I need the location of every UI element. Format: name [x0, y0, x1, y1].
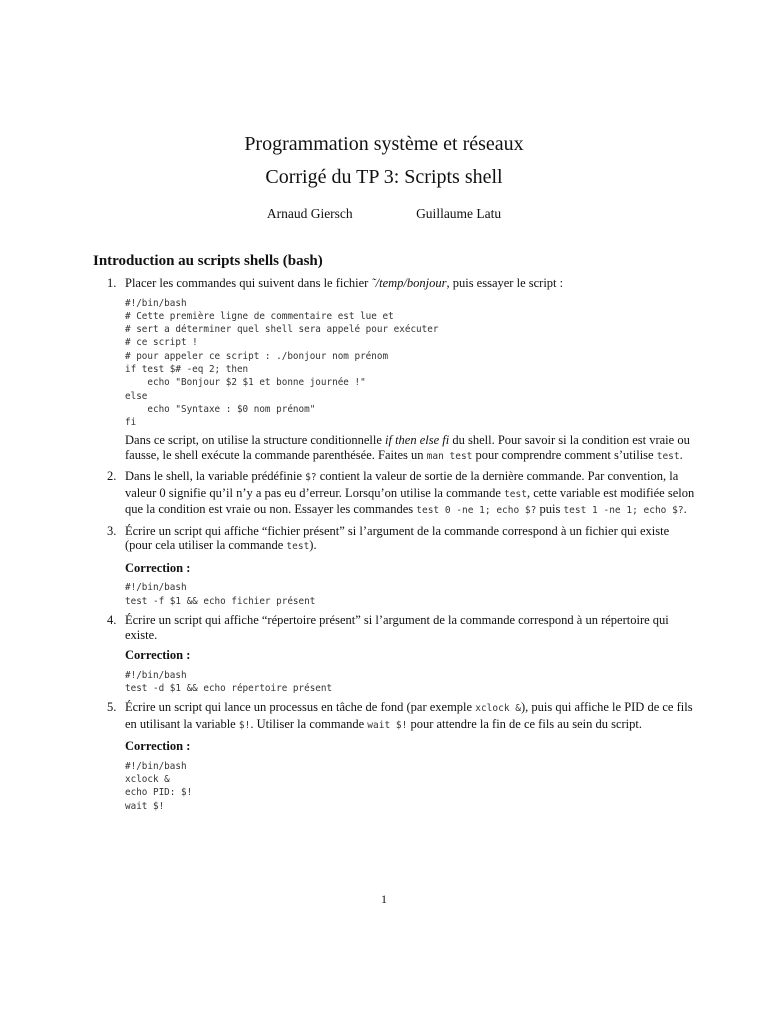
item-text: Écrire un script qui lance un processus en tâche de fond (par exemple xclock &), puis qui affiche le PID de ce fils en utilisant la variable $!. Utiliser la commande wait $! pour attendre la fin de ce fils au sein du script. [125, 700, 693, 731]
author-name: Guillaume Latu [416, 206, 502, 221]
inline-code: wait $! [367, 719, 408, 731]
section-heading: Introduction au scripts shells (bash) [93, 253, 323, 269]
correction-label: Correction : [125, 739, 191, 754]
item-number: 4. [107, 613, 117, 628]
code-block: #!/bin/bash test -f $1 && echo fichier présent [125, 582, 316, 607]
item-number: 3. [107, 523, 117, 538]
file-path: ˜/temp/bonjour [371, 276, 447, 290]
item-text: Écrire un script qui affiche “fichier présent” si l’argument de la commande correspond à un fichier qui existe (pour cela utiliser la commande test). [125, 523, 670, 553]
code-block: #!/bin/bash xclock & echo PID: $! wait $! [125, 760, 193, 812]
inline-code: $! [238, 719, 251, 731]
inline-code: test 1 -ne 1; echo $? [563, 505, 684, 517]
exercise-list [93, 276, 698, 818]
inline-code: test [504, 488, 527, 500]
item-number: 5. [107, 700, 117, 715]
exercise-item [93, 613, 698, 695]
document-subtitle: Corrigé du TP 3: Scripts shell [265, 166, 503, 188]
document-title: Programmation système et réseaux [244, 133, 524, 155]
item-text: Placer les commandes qui suivent dans le fichier ˜/temp/bonjour, puis essayer le script : [125, 276, 564, 290]
item-number: 2. [107, 469, 117, 484]
explanation-paragraph: Dans ce script, on utilise la structure conditionnelle if then else fi du shell. Pour savoir si la condition est vraie ou fausse, le shell exécute la commande parenthésée. Faites un man test pour comprendre comment s’utilise test. [125, 433, 690, 462]
authors [0, 206, 768, 222]
inline-code: xclock & [475, 703, 521, 715]
item-number: 1. [107, 276, 117, 290]
item-text: Dans le shell, la variable prédéfinie $? contient la valeur de sortie de la dernière commande. Par convention, la valeur 0 signifie qu’il n’y a pas eu d’erreur. Lorsqu’on utilise la commande test, cette variable est modifiée selon que la condition est vraie ou non. Essayer les commandes test 0 -ne 1; echo $? puis test 1 -ne 1; echo $?. [125, 469, 695, 517]
author-name: Arnaud Giersch [266, 206, 353, 221]
inline-code: man test [426, 450, 473, 462]
correction-label: Correction : [125, 648, 191, 663]
code-block: #!/bin/bash test -d $1 && echo répertoire présent [125, 669, 333, 694]
item-text: Écrire un script qui affiche “répertoire présent” si l’argument de la commande correspond à un répertoire qui existe. [125, 613, 669, 642]
code-block: #!/bin/bash # Cette première ligne de commentaire est lue et # sert a déterminer quel shell sera appelé pour exécuter # ce script ! # pour appeler ce script : ./bonjour nom prénom if test $# -eq 2; then echo "Bonjour $2 $1 et bonne journée !" else echo "Syntaxe : $0 nom prénom" fi [125, 297, 439, 429]
page-number: 1 [381, 892, 387, 906]
exercise-item [93, 524, 698, 608]
inline-code: test [286, 541, 310, 553]
inline-code: $? [305, 472, 317, 484]
inline-code: test [656, 450, 680, 462]
exercise-item [93, 700, 698, 813]
exercise-item [93, 469, 698, 519]
inline-code: test 0 -ne 1; echo $? [416, 505, 537, 517]
correction-label: Correction : [125, 560, 191, 575]
exercise-item [93, 276, 698, 464]
